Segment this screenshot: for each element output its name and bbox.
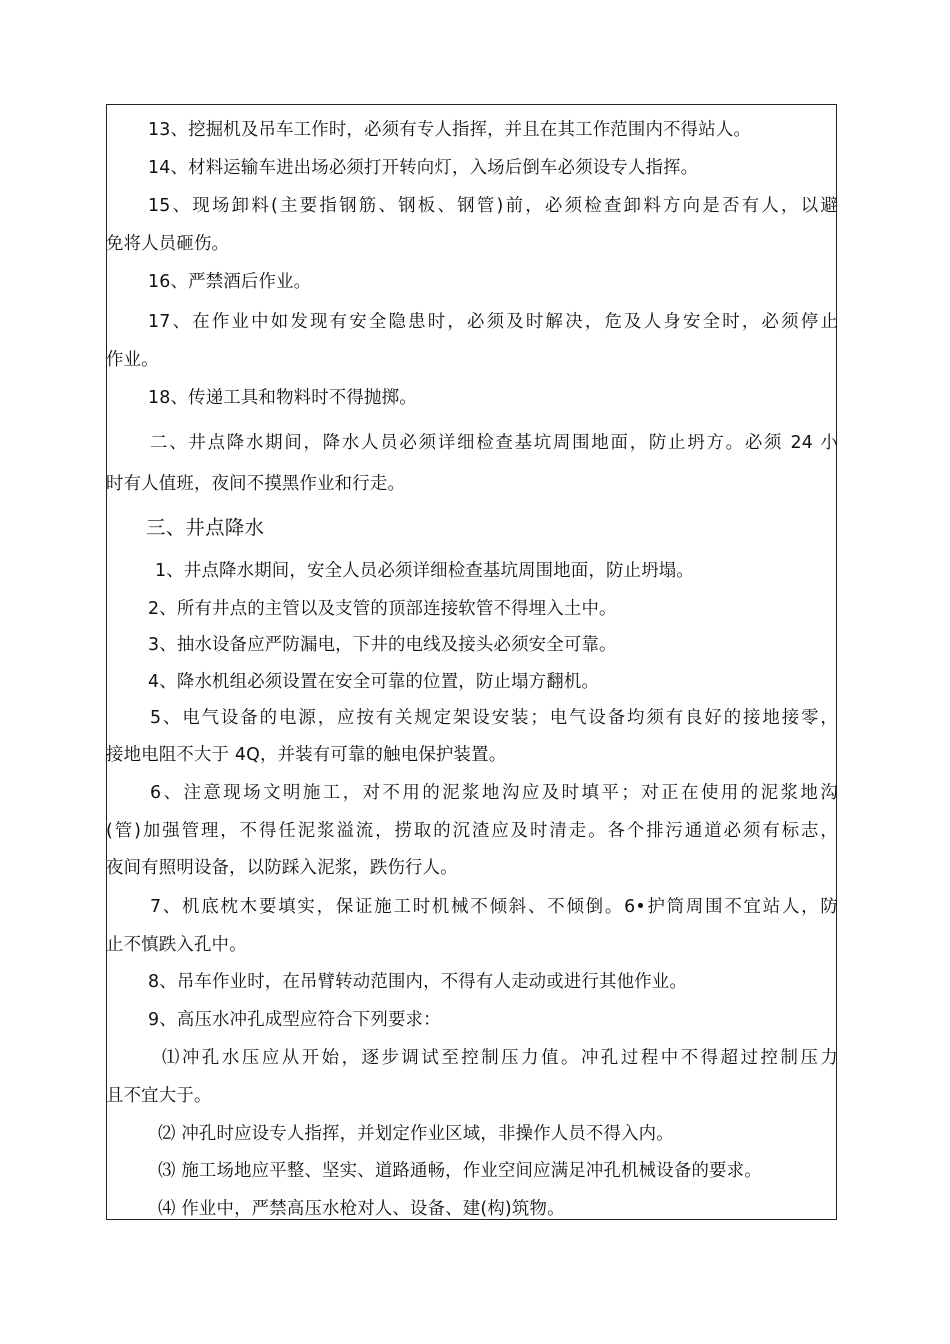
- text-line: 时有人值班，夜间不摸黑作业和行走。: [106, 474, 406, 494]
- text-line: 9、高压水冲孔成型应符合下列要求：: [148, 1010, 441, 1030]
- section-heading: 三、井点降水: [146, 516, 265, 539]
- text-line: 止不慎跌入孔中。: [106, 935, 247, 955]
- text-line: 1、井点降水期间，安全人员必须详细检查基坑周围地面，防止坍塌。: [155, 561, 694, 581]
- text-line: 3、抽水设备应严防漏电，下井的电线及接头必须安全可靠。: [148, 635, 617, 655]
- text-line: 4、降水机组必须设置在安全可靠的位置，防止塌方翻机。: [148, 672, 600, 692]
- text-line: ⑶ 施工场地应平整、坚实、道路通畅，作业空间应满足冲孔机械设备的要求。: [158, 1161, 762, 1181]
- text-line: 且不宜大于。: [106, 1086, 212, 1106]
- text-line: 接地电阻不大于 4Q，并装有可靠的触电保护装置。: [106, 745, 507, 765]
- text-line: 夜间有照明设备，以防踩入泥浆，跌伤行人。: [106, 858, 458, 878]
- text-line: 13、挖掘机及吊车工作时，必须有专人指挥，并且在其工作范围内不得站人。: [148, 120, 752, 140]
- text-line: 7、机底枕木要填实，保证施工时机械不倾斜、不倾倒。6•护筒周围不宜站人，防: [150, 897, 838, 917]
- text-line: 免将人员砸伤。: [106, 234, 230, 254]
- text-line: ⑵ 冲孔时应设专人指挥，并划定作业区域，非操作人员不得入内。: [158, 1124, 674, 1144]
- text-line: 14、材料运输车进出场必须打开转向灯，入场后倒车必须设专人指挥。: [148, 158, 699, 178]
- text-line: 8、吊车作业时，在吊臂转动范围内，不得有人走动或进行其他作业。: [148, 972, 687, 992]
- text-line: 作业。: [106, 350, 159, 370]
- text-line: 16、严禁酒后作业。: [148, 272, 312, 292]
- text-line: 二、井点降水期间，降水人员必须详细检查基坑周围地面，防止坍方。必须 24 小: [150, 433, 838, 453]
- text-line: 18、传递工具和物料时不得抛掷。: [148, 388, 417, 408]
- text-line: (管)加强管理，不得任泥浆溢流，捞取的沉渣应及时清走。各个排污通道必须有标志，: [106, 821, 838, 841]
- text-line: 6、注意现场文明施工，对不用的泥浆地沟应及时填平；对正在使用的泥浆地沟: [150, 783, 838, 803]
- text-line: ⑴冲孔水压应从开始，逐步调试至控制压力值。冲孔过程中不得超过控制压力: [162, 1048, 838, 1068]
- text-line: 5、电气设备的电源，应按有关规定架设安装；电气设备均须有良好的接地接零，: [150, 708, 838, 728]
- text-line: ⑷ 作业中，严禁高压水枪对人、设备、建(构)筑物。: [158, 1199, 565, 1219]
- text-line: 2、所有井点的主管以及支管的顶部连接软管不得埋入土中。: [148, 599, 617, 619]
- text-line: 15、现场卸料(主要指钢筋、钢板、钢管)前，必须检查卸料方向是否有人，以避: [148, 196, 838, 216]
- text-line: 17、在作业中如发现有安全隐患时，必须及时解决，危及人身安全时，必须停止: [148, 312, 838, 332]
